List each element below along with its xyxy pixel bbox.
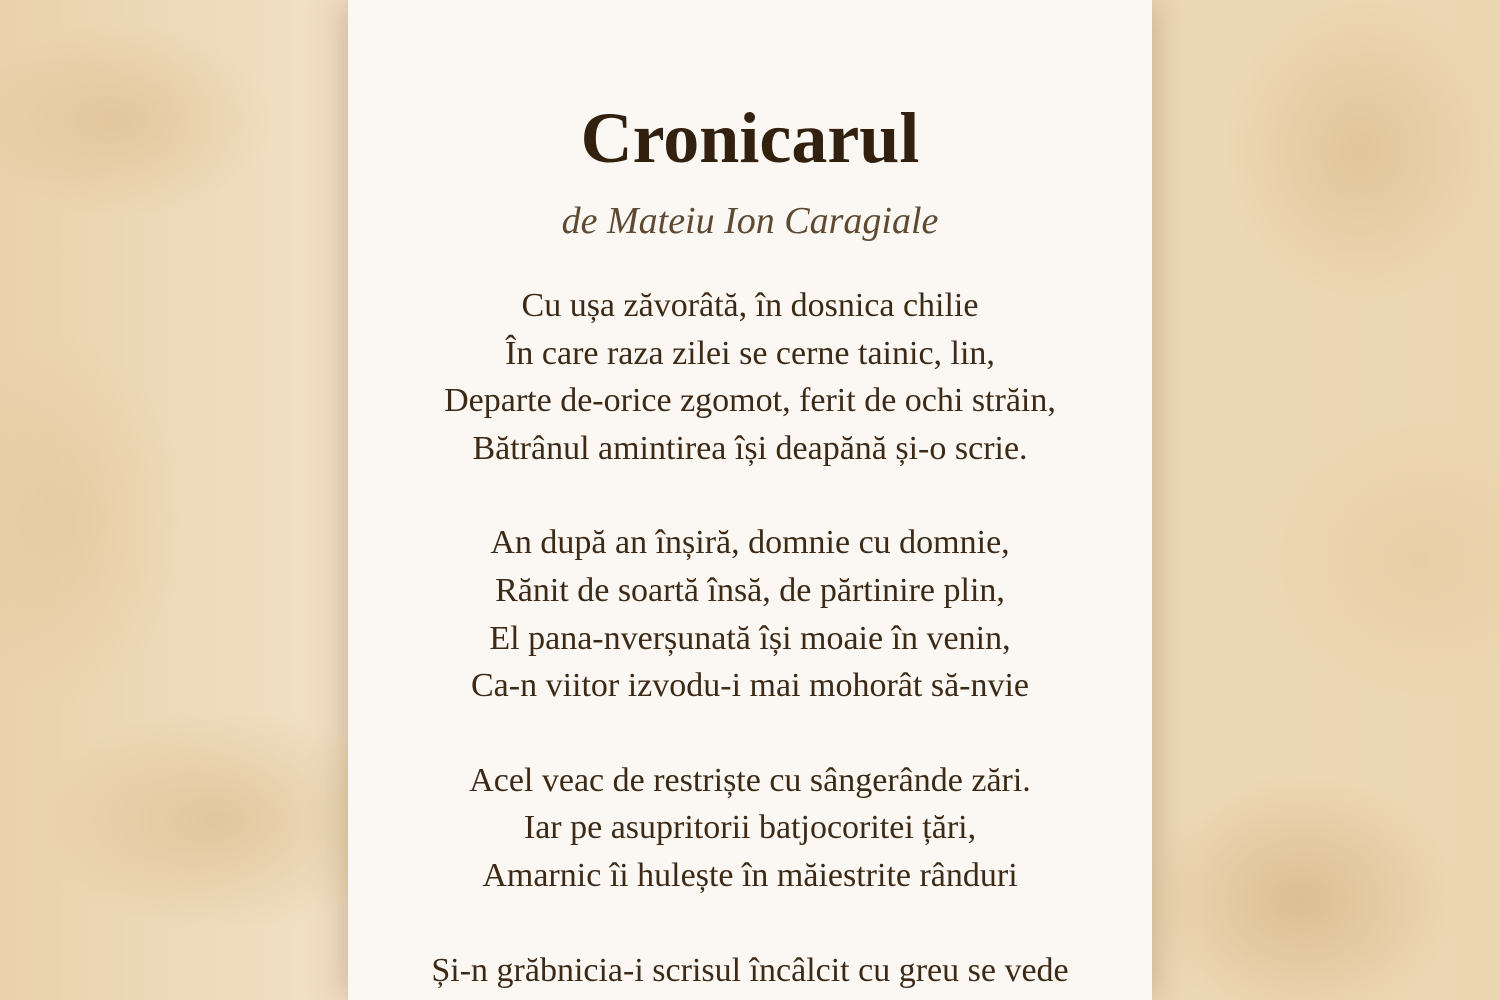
stanza-2: [348, 519, 1152, 709]
stanza-3: [348, 757, 1152, 900]
poem-line: El pana-nverșunată își moaie în venin,: [489, 619, 1011, 657]
poem-line: An după an înșiră, domnie cu domnie,: [490, 524, 1010, 562]
poem-line: Acel veac de restriște cu sângerânde zări.: [469, 761, 1031, 799]
poem-line: Iar pe asupritorii batjocoritei țări,: [523, 809, 977, 847]
poem-line: În care raza zilei se cerne tainic, lin,: [505, 334, 995, 372]
stanza-1: [348, 282, 1152, 472]
poem-line: Amarnic îi hulește în măiestrite rânduri: [482, 856, 1018, 894]
poem-line: Bătrânul amintirea își deapănă și-o scrie.: [472, 429, 1028, 467]
poem-page: [348, 0, 1152, 1000]
poem-line: Departe de-orice zgomot, ferit de ochi străin,: [444, 382, 1056, 420]
poem-title: Cronicarul: [580, 98, 920, 178]
stanza-4: [348, 947, 1152, 995]
poem-body: [348, 282, 1152, 1000]
poem-line: Ca-n viitor izvodu-i mai mohorât să-nvie: [470, 667, 1030, 705]
poem-author: de Mateiu Ion Caragiale: [561, 200, 939, 242]
poem-line: Cu ușa zăvorâtă, în dosnica chilie: [521, 287, 979, 324]
poem-line: Rănit de soartă însă, de părtinire plin,: [495, 571, 1005, 609]
poem-line: Și-n grăbnicia-i scrisul încâlcit cu greu se vede: [431, 951, 1069, 989]
